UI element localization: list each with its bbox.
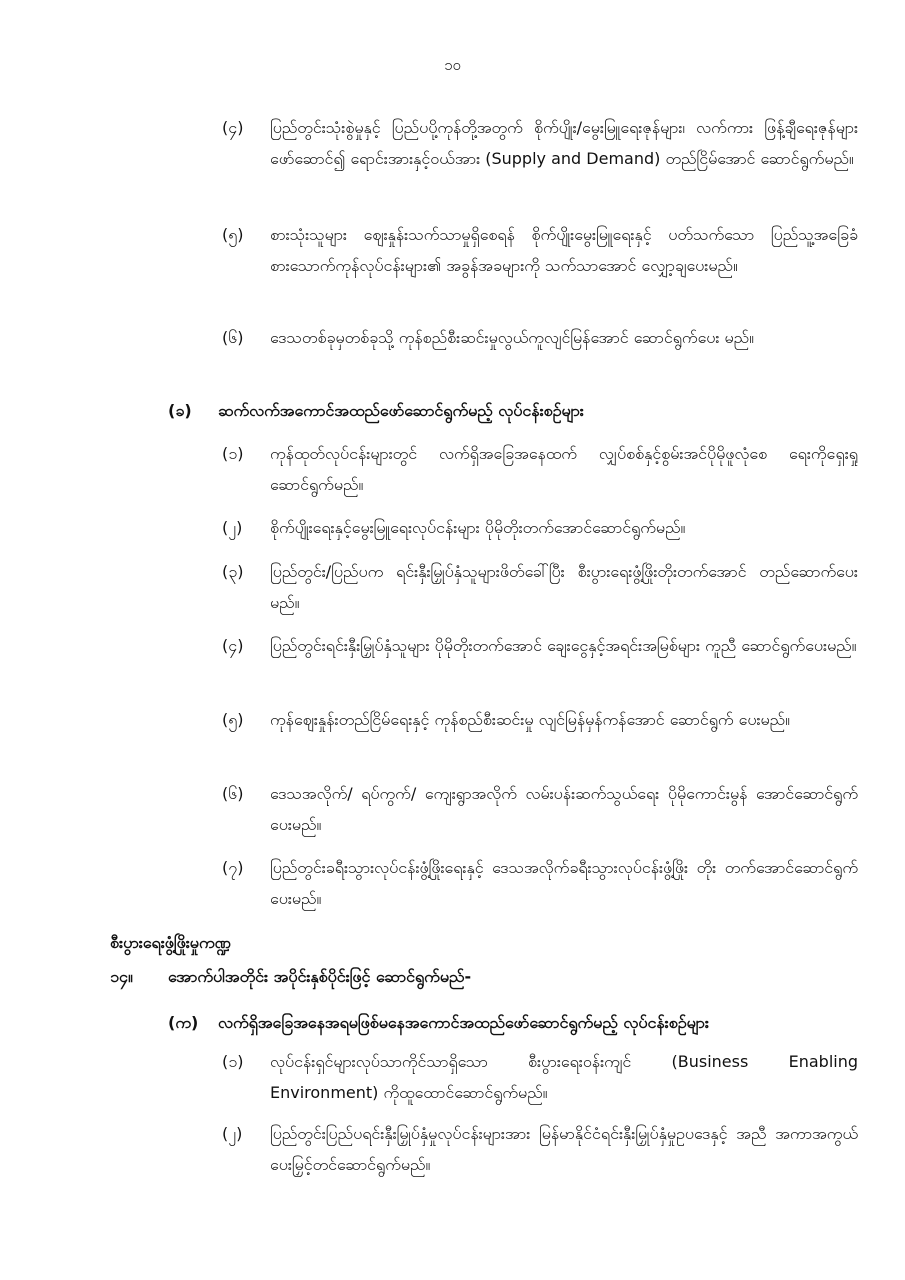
item-number: (၁) (222, 1052, 244, 1071)
list-item (222, 852, 862, 914)
item-text: ပြည်တွင်းပြည်ပရင်းနှီးမြှုပ်နှံမှုလုပ်ငန်းများအား မြန်မာနိုင်ငံရင်းနှီးမြှုပ်နှံမှုဥပဒေနှင့် အညီ အကာအကွယ်ပေးမြှင့်တင်ဆောင်ရွက်မည်။ (270, 1124, 858, 1174)
list-item (222, 322, 862, 384)
item-text: ဒေသတစ်ခုမှတစ်ခုသို့ ကုန်စည်စီးဆင်းမှုလွယ်ကူလျင်မြန်အောင် ဆောင်ရွက်ပေး မည်။ (270, 328, 754, 347)
item-number: (၆) (222, 328, 244, 347)
item-text: ကုန်ဈေးနှုန်းတည်ငြိမ်ရေးနှင့် ကုန်စည်စီးဆင်းမှု လျင်မြန်မှန်ကန်အောင် ဆောင်ရွက် ပေးမည်။ (270, 710, 790, 729)
item-number: (၂) (222, 1124, 243, 1143)
section-number: (က) (168, 1013, 199, 1032)
page-number: ၁၀ (444, 56, 461, 74)
list-item (222, 1046, 862, 1108)
item-number: (၅) (222, 225, 244, 244)
list-item (222, 556, 862, 618)
item-text: စားသုံးသူများ ဈေးနှုန်းသက်သာမှုရှိစေရန် စိုက်ပျိုးမွေးမြူရေးနှင့် ပတ်သက်သော ပြည်သူ့အခြေခံ စားသောက်ကုန်လုပ်ငန်းများ၏ အခွန်အခများကို သက်သာအောင် လျှော့ချပေးမည်။ (270, 225, 858, 275)
list-item (222, 778, 862, 840)
list-item (222, 704, 862, 766)
item-number: (၅) (222, 710, 244, 729)
item-text: ပြည်တွင်းခရီးသွားလုပ်ငန်းဖွံ့ဖြိုးရေးနှင့် ဒေသအလိုက်ခရီးသွားလုပ်ငန်းဖွံ့ဖြိုး တိုး တက်အောင်ဆောင်ရွက်ပေးမည်။ (270, 858, 858, 908)
item-text: ပြည်တွင်းရင်းနှီးမြှုပ်နှံသူများ ပိုမိုတိုးတက်အောင် ချေးငွေနှင့်အရင်းအမြစ်များ ကူညီ ဆောင်ရွက်ပေးမည်။ (270, 636, 857, 655)
item-number: (၄) (222, 118, 244, 137)
list-item (222, 512, 862, 543)
paragraph-text: အောက်ပါအတိုင်း အပိုင်းနှစ်ပိုင်းဖြင့် ဆောင်ရွက်မည်- (168, 967, 472, 986)
list-item (222, 112, 862, 205)
list-item (222, 438, 862, 500)
list-item (222, 630, 862, 692)
item-text: ပြည်တွင်း/ပြည်ပက ရင်းနှီးမြှုပ်နှံသူများဖိတ်ခေါ်ပြီး စီးပွားရေးဖွံ့ဖြိုးတိုးတက်အောင် တည်ဆောက်ပေးမည်။ (270, 562, 858, 612)
item-text: ပြည်တွင်းသုံးစွဲမှုနှင့် ပြည်ပပို့ကုန်တို့အတွက် စိုက်ပျိုး/မွေးမြူရေးဇုန်များ၊ လက်ကား ဖြန့်ချီရေးဇုန်များ ဖော်ဆောင်၍ ရောင်းအားနှင့်ဝယ်အား (Supply and Demand) တည်ငြိမ်အောင် ဆောင်ရွက်မည်။ (270, 118, 858, 168)
section-title: ဆက်လက်အကောင်အထည်ဖော်ဆောင်ရွက်မည့် လုပ်ငန်းစဉ်များ (218, 401, 584, 420)
item-number: (၄) (222, 636, 244, 655)
item-text: ဒေသအလိုက်/ ရပ်ကွက်/ ကျေးရွာအလိုက် လမ်းပန်းဆက်သွယ်ရေး ပိုမိုကောင်းမွန် အောင်ဆောင်ရွက်ပေးမည်။ (270, 784, 858, 834)
item-number: (၇) (222, 858, 244, 877)
item-text: လုပ်ငန်းရှင်များလုပ်သာကိုင်သာရှိသော စီးပွားရေးဝန်းကျင် (Business Enabling Environment) ကိုထူထောင်ဆောင်ရွက်မည်။ (270, 1052, 858, 1102)
item-number: (၂) (222, 518, 243, 537)
list-item (222, 219, 862, 312)
item-number: (၃) (222, 562, 244, 581)
paragraph-number: ၁၄။ (110, 967, 133, 986)
sector-title: စီးပွားရေးဖွံ့ဖြိုးမှုကဏ္ဍ (110, 933, 231, 952)
item-number: (၆) (222, 784, 244, 803)
item-text: ကုန်ထုတ်လုပ်ငန်းများတွင် လက်ရှိအခြေအနေထက် လျှပ်စစ်နှင့်စွမ်းအင်ပိုမိုဖူလုံစေ ရေးကိုရှေးရှုဆောင်ရွက်မည်။ (270, 444, 858, 494)
section-number: (ခ) (168, 401, 192, 420)
item-number: (၁) (222, 444, 244, 463)
item-text: စိုက်ပျိုးရေးနှင့်မွေးမြူရေးလုပ်ငန်းများ ပိုမိုတိုးတက်အောင်ဆောင်ရွက်မည်။ (270, 518, 686, 537)
list-item (222, 1118, 862, 1180)
section-title: လက်ရှိအခြေအနေအရမဖြစ်မနေအကောင်အထည်ဖော်ဆောင်ရွက်မည့် လုပ်ငန်းစဉ်များ (218, 1013, 709, 1032)
